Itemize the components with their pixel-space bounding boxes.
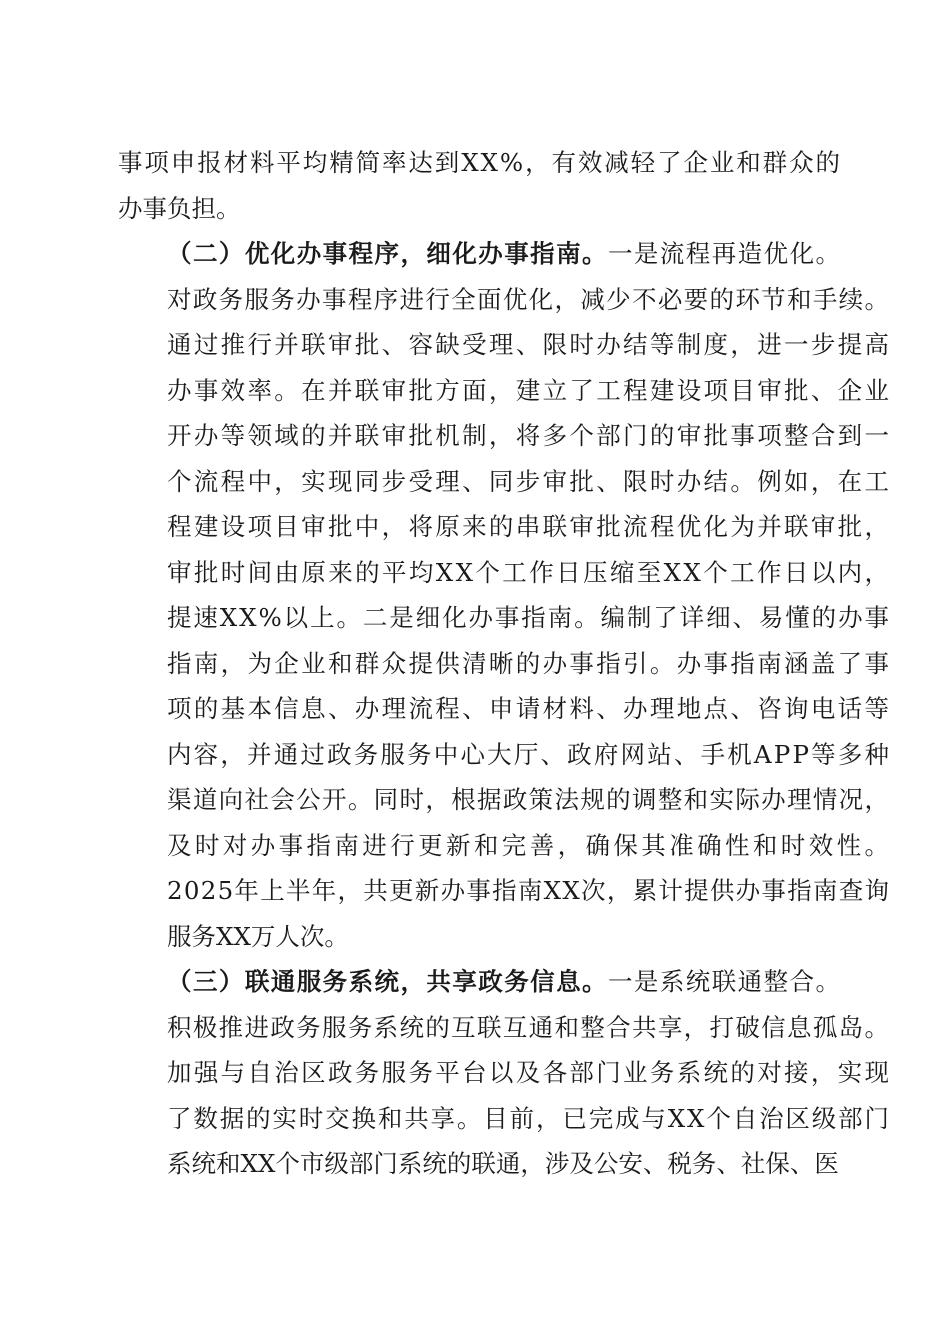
text-line: 及时对办事指南进行更新和完善，确保其准确性和时效性。: [167, 830, 893, 860]
text-line: 项的基本信息、办理流程、申请材料、办理地点、咨询电话等: [167, 694, 892, 723]
text-line: 了数据的实时交换和共享。目前，已完成与XX个自治区级部门: [167, 1103, 891, 1133]
text-line: 对政务服务办事程序进行全面优化，减少不必要的环节和手续。: [167, 284, 891, 314]
section-heading: （二）优化办事程序，细化办事指南。: [167, 239, 608, 268]
paragraph-2: [118, 231, 893, 959]
text-line: 程建设项目审批中，将原来的串联审批流程优化为并联审批，: [167, 512, 892, 541]
text-line: 审批时间由原来的平均XX个工作日压缩至XX个工作日以内，: [167, 557, 892, 587]
text-run: 一是系统联通整合。: [607, 967, 842, 996]
text-line: 加强与自治区政务服务平台以及各部门业务系统的对接，实现: [167, 1058, 892, 1087]
text-line: 通过推行并联审批、容缺受理、限时办结等制度，进一步提高: [167, 330, 892, 359]
paragraph-first-line: [118, 231, 840, 277]
text-line: 个流程中，实现同步受理、同步审批、限时办结。例如，在工: [167, 466, 892, 496]
text-line: 渠道向社会公开。同时，根据政策法规的调整和实际办理情况，: [167, 785, 891, 814]
text-line: 提速XX%以上。二是细化办事指南。编制了详细、易懂的办事: [167, 603, 891, 632]
paragraph-3: [118, 959, 892, 1187]
paragraph-first-line: [118, 959, 840, 1005]
paragraph-1: [118, 140, 840, 231]
text-line: 服务XX万人次。: [167, 921, 349, 951]
text-line: 指南，为企业和群众提供清晰的办事指引。办事指南涵盖了事: [167, 648, 892, 678]
section-heading: （三）联通服务系统，共享政务信息。: [167, 967, 608, 996]
text-line: 事项申报材料平均精简率达到XX%，有效减轻了企业和群众的: [118, 148, 842, 177]
text-line: 系统和XX个市级部门系统的联通，涉及公安、税务、社保、医: [167, 1149, 839, 1178]
text-run: 一是流程再造优化。: [607, 239, 842, 268]
text-line: 开办等领域的并联审批机制，将多个部门的审批事项整合到一: [167, 421, 892, 450]
text-line: 办事负担。: [118, 193, 241, 223]
text-line: 内容，并通过政务服务中心大厅、政府网站、手机APP等多种: [167, 739, 892, 769]
text-line: 积极推进政务服务系统的互联互通和整合共享，打破信息孤岛。: [167, 1012, 891, 1042]
document-body: [118, 140, 893, 1187]
text-line: 2025年上半年，共更新办事指南XX次，累计提供办事指南查询: [167, 876, 891, 905]
text-line: 办事效率。在并联审批方面，建立了工程建设项目审批、企业: [167, 375, 892, 405]
